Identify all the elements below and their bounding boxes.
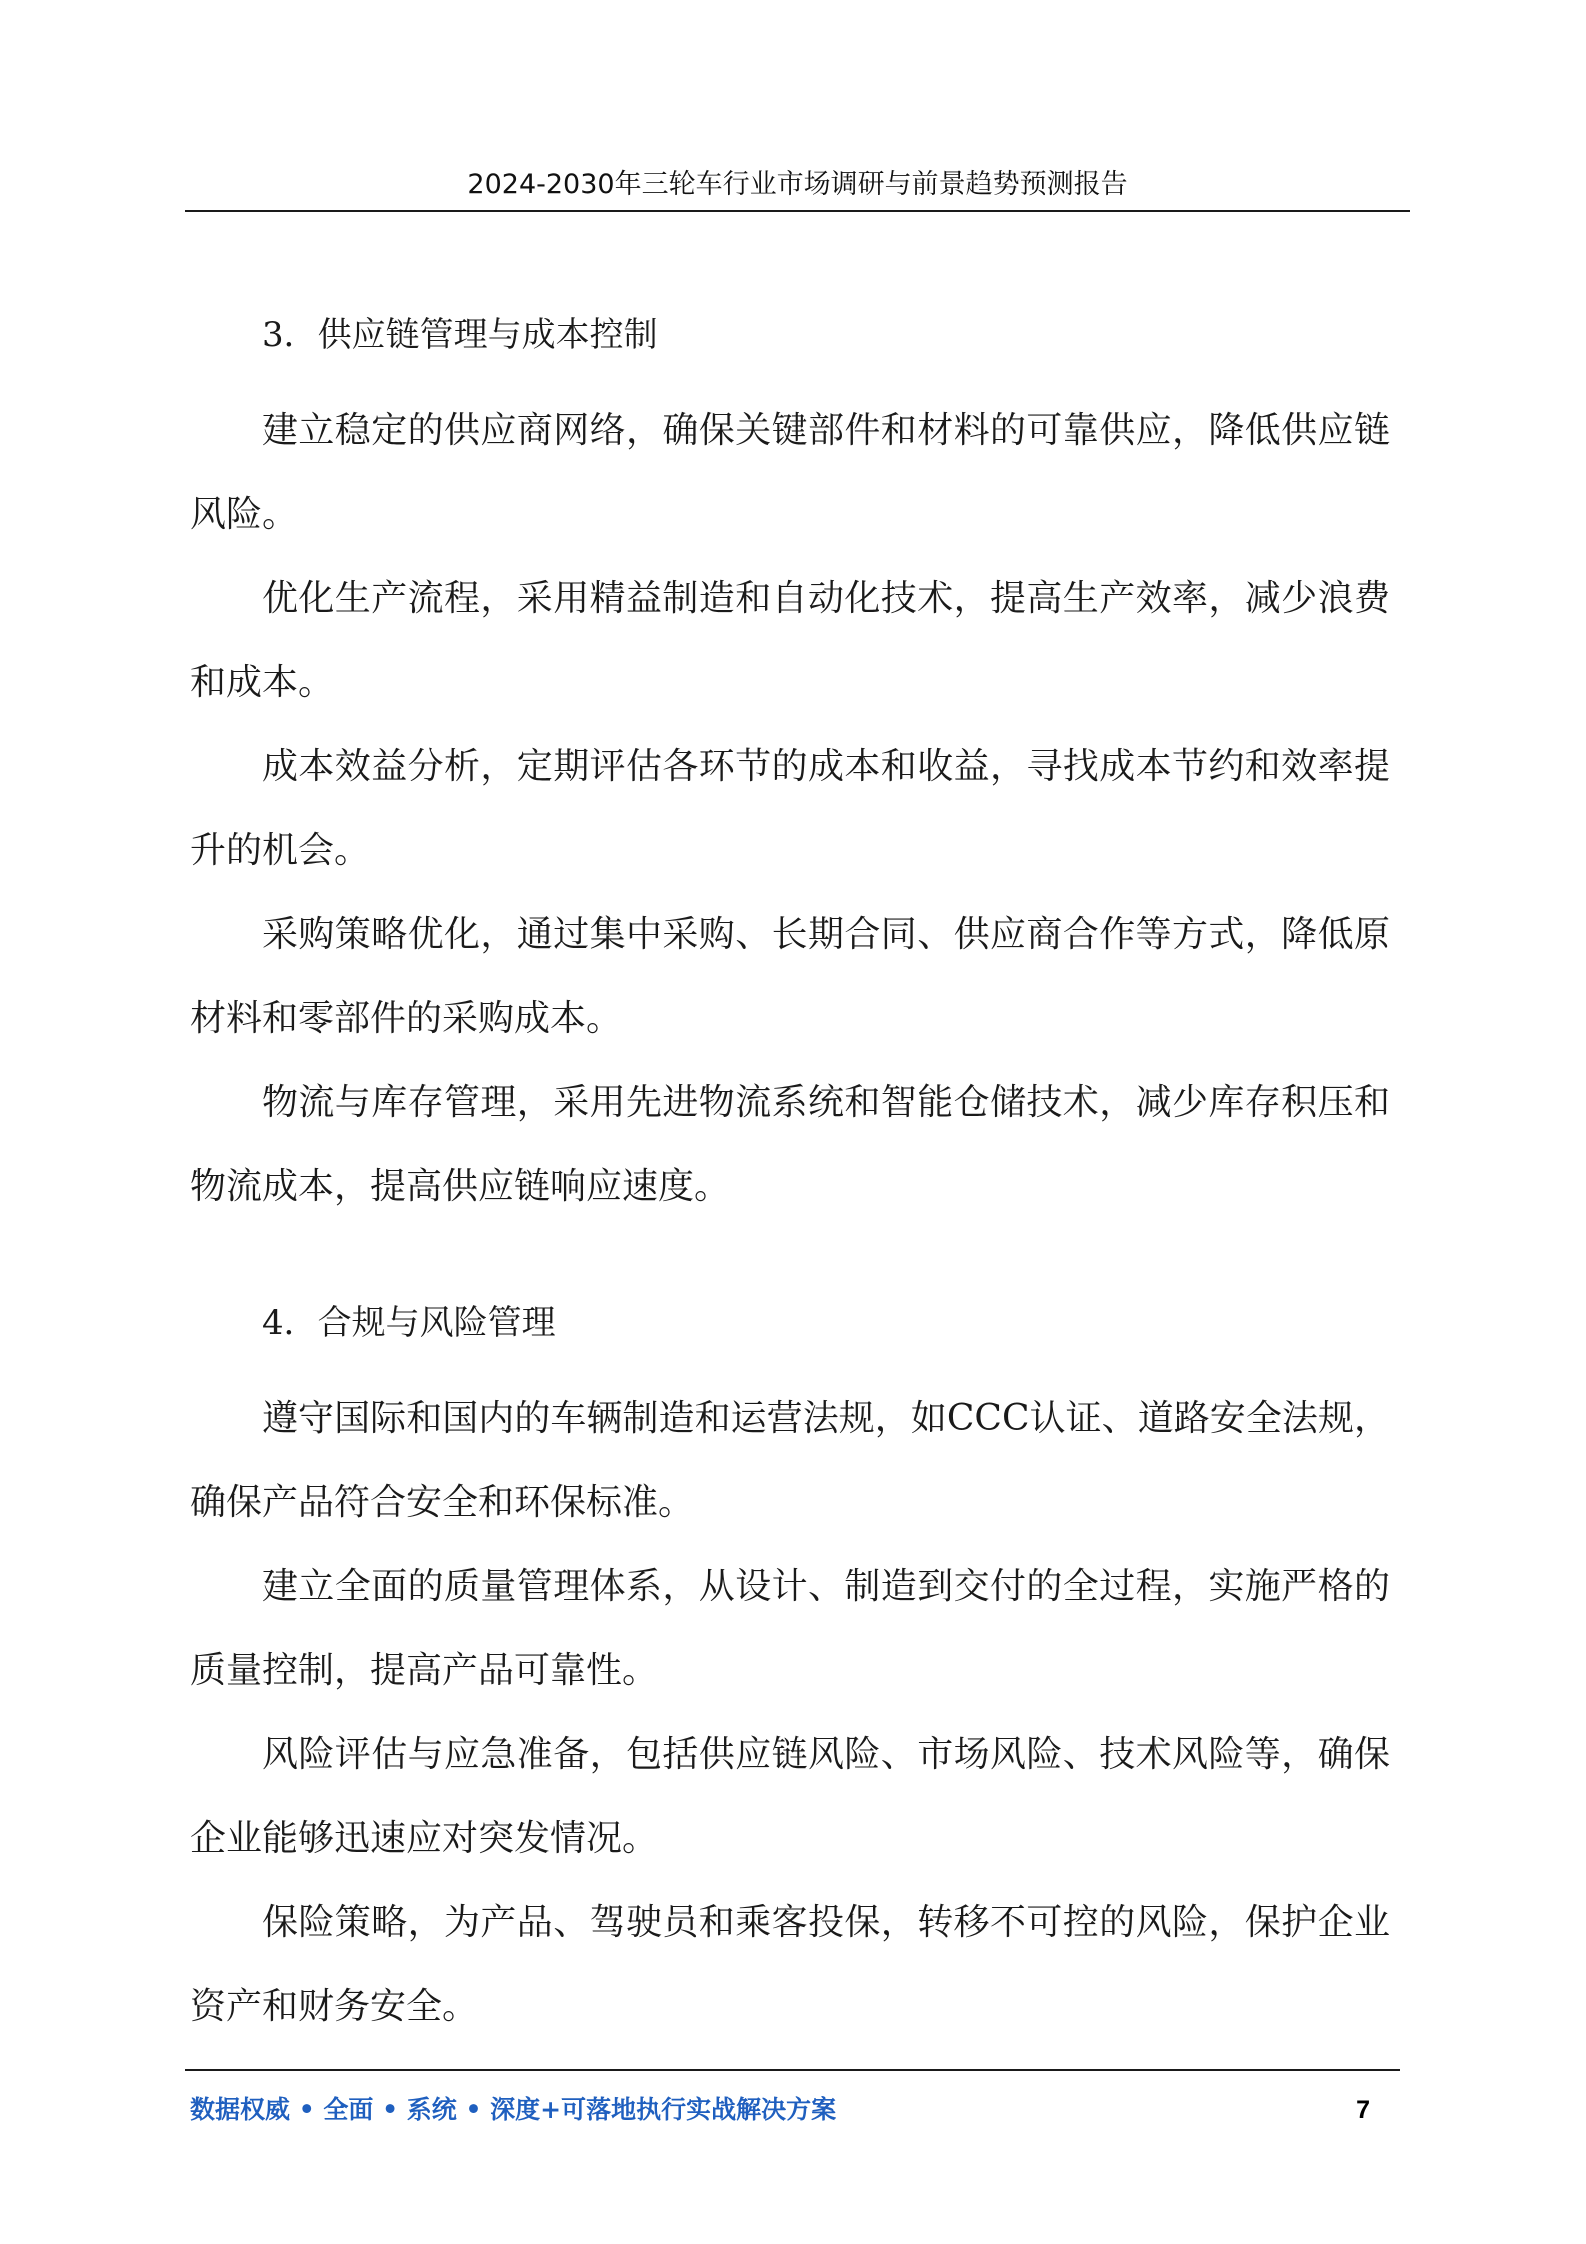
footer-slogan: 数据权威 • 全面 • 系统 • 深度+可落地执行实战解决方案 — [190, 2095, 837, 2124]
page-number: 7 — [1356, 2096, 1370, 2124]
header-divider — [185, 210, 1410, 212]
section-compliance-risk — [190, 1293, 1390, 2049]
footer-divider — [185, 2069, 1400, 2071]
paragraph: 采购策略优化，通过集中采购、长期合同、供应商合作等方式，降低原材料和零部件的采购成本。 — [190, 914, 1390, 1039]
paragraph: 物流与库存管理，采用先进物流系统和智能仓储技术，减少库存积压和物流成本，提高供应链响应速度。 — [190, 1082, 1390, 1207]
document-body — [190, 305, 1390, 2049]
paragraph: 成本效益分析，定期评估各环节的成本和收益，寻找成本节约和效率提升的机会。 — [190, 746, 1390, 871]
paragraph: 建立稳定的供应商网络，确保关键部件和材料的可靠供应，降低供应链风险。 — [190, 410, 1390, 535]
section-heading: 4．合规与风险管理 — [262, 1303, 556, 1343]
section-heading: 3．供应链管理与成本控制 — [262, 315, 658, 355]
paragraph: 遵守国际和国内的车辆制造和运营法规，如CCC认证、道路安全法规，确保产品符合安全和环保标准。 — [190, 1398, 1390, 1523]
paragraph: 优化生产流程，采用精益制造和自动化技术，提高生产效率，减少浪费和成本。 — [190, 578, 1390, 703]
section-supply-chain — [190, 305, 1390, 1229]
paragraph: 保险策略，为产品、驾驶员和乘客投保，转移不可控的风险，保护企业资产和财务安全。 — [190, 1902, 1390, 2027]
paragraph: 建立全面的质量管理体系，从设计、制造到交付的全过程，实施严格的质量控制，提高产品可靠性。 — [190, 1566, 1390, 1691]
paragraph: 风险评估与应急准备，包括供应链风险、市场风险、技术风险等，确保企业能够迅速应对突发情况。 — [190, 1734, 1390, 1859]
page-header-title: 2024-2030年三轮车行业市场调研与前景趋势预测报告 — [467, 169, 1128, 200]
section-spacer — [190, 1229, 1390, 1293]
